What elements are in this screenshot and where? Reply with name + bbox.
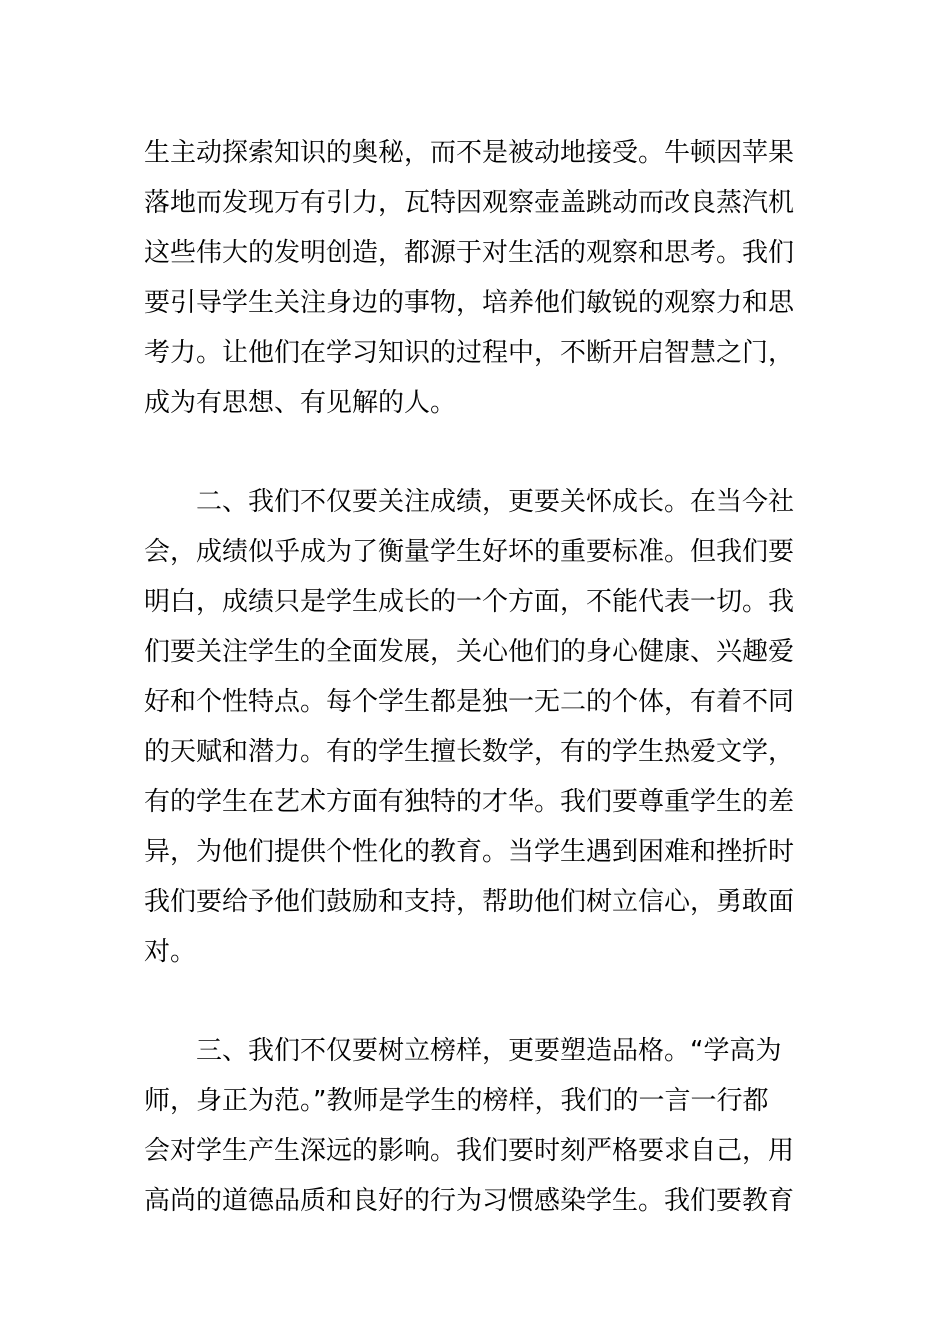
paragraph-spacer [144, 977, 814, 1026]
text-line: 二、我们不仅要关注成绩，更要关怀成长。在当今社 [196, 487, 795, 517]
text-line: 异，为他们提供个性化的教育。当学生遇到困难和挫折时 [144, 837, 795, 867]
text-line: 考力。让他们在学习知识的过程中，不断开启智慧之门， [144, 338, 795, 368]
text-line: 生主动探索知识的奥秘，而不是被动地接受。牛顿因苹果 [144, 138, 795, 168]
text-line: 好和个性特点。每个学生都是独一无二的个体，有着不同 [144, 687, 795, 717]
text-line: 高尚的道德品质和良好的行为习惯感染学生。我们要教育 [144, 1186, 795, 1216]
text-line: 会对学生产生深远的影响。我们要时刻严格要求自己，用 [144, 1136, 795, 1166]
text-line: 落地而发现万有引力，瓦特因观察壶盖跳动而改良蒸汽机 [144, 188, 795, 218]
text-line: 我们要给予他们鼓励和支持，帮助他们树立信心，勇敢面 [144, 887, 795, 917]
text-line: 要引导学生关注身边的事物，培养他们敏锐的观察力和思 [144, 288, 795, 318]
paragraph-1 [144, 128, 814, 428]
paragraph-3 [144, 1026, 814, 1226]
text-line: 明白，成绩只是学生成长的一个方面，不能代表一切。我 [144, 587, 795, 617]
text-line: 这些伟大的发明创造，都源于对生活的观察和思考。我们 [144, 238, 795, 268]
body-text [144, 128, 814, 1226]
text-line: 们要关注学生的全面发展，关心他们的身心健康、兴趣爱 [144, 637, 795, 667]
text-line: 师，身正为范。”教师是学生的榜样，我们的一言一行都 [144, 1086, 769, 1116]
text-line: 有的学生在艺术方面有独特的才华。我们要尊重学生的差 [144, 787, 795, 817]
text-line: 的天赋和潜力。有的学生擅长数学，有的学生热爱文学， [144, 737, 795, 767]
text-line: 对。 [144, 937, 197, 967]
text-line: 会，成绩似乎成为了衡量学生好坏的重要标准。但我们要 [144, 537, 795, 567]
text-line: 三、我们不仅要树立榜样，更要塑造品格。“学高为 [196, 1036, 782, 1066]
text-line: 成为有思想、有见解的人。 [144, 388, 457, 418]
paragraph-spacer [144, 428, 814, 477]
paragraph-2 [144, 477, 814, 977]
